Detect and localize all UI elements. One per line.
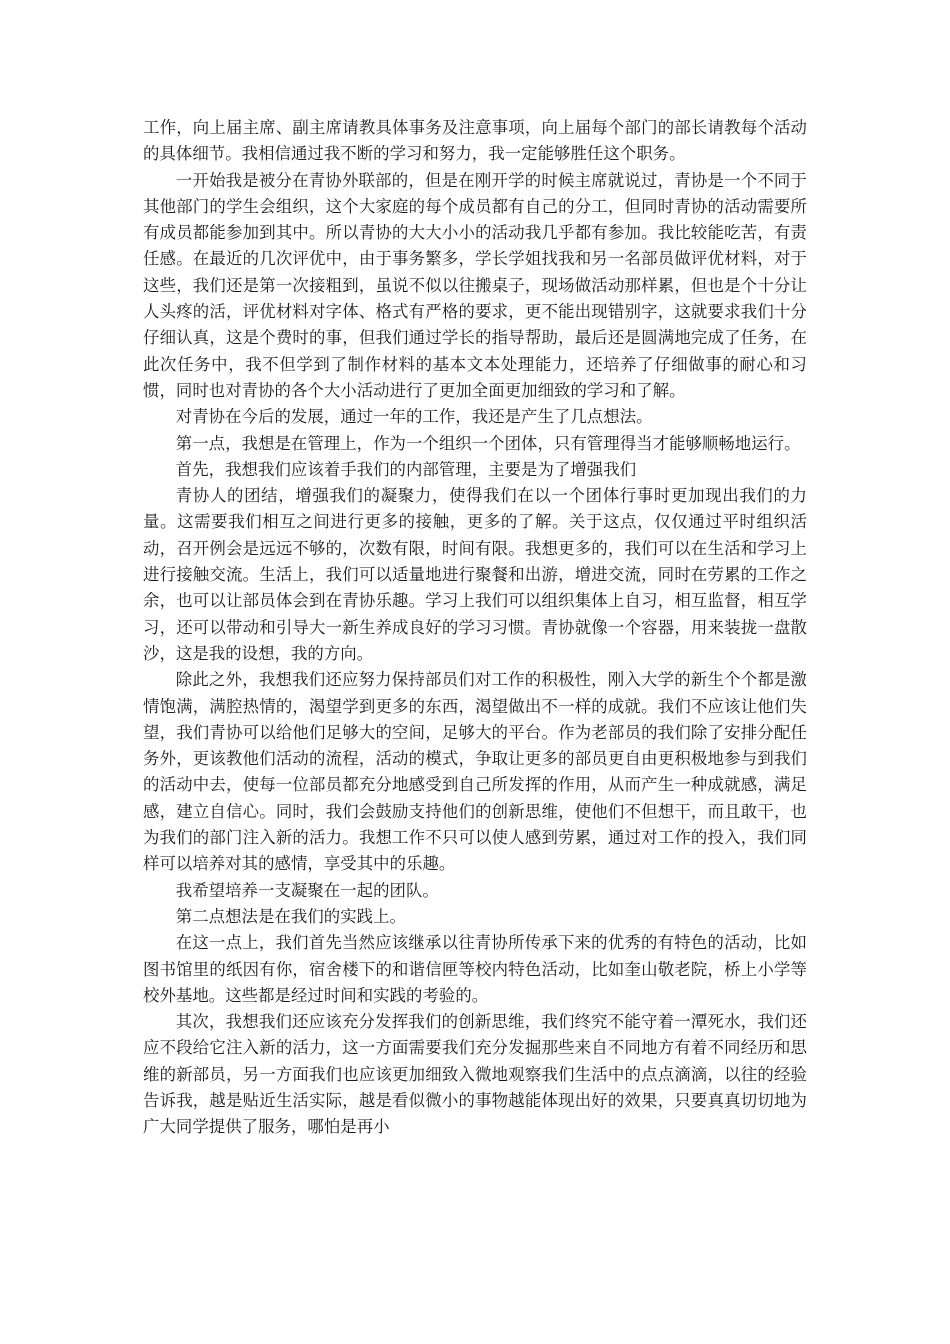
paragraph: 在这一点上，我们首先当然应该继承以往青协所传承下来的优秀的有特色的活动，比如图书馆里的纸因有你，宿舍楼下的和谐信匣等校内特色活动，比如奎山敬老院，桥上小学等校外基地。这些都是经过时间和实践的考验的。 [143,933,807,1005]
paragraph: 其次，我想我们还应该充分发挥我们的创新思维，我们终究不能守着一潭死水，我们还应不段给它注入新的活力，这一方面需要我们充分发掘那些来自不同地方有着不同经历和思维的新部员，另一方面我们也应该更加细致入微地观察我们生活中的点点滴滴，以往的经验告诉我，越是贴近生活实际，越是看似微小的事物越能体现出好的效果，只要真真切切地为广大同学提供了服务，哪怕是再小 [143,1012,807,1137]
paragraph: 除此之外，我想我们还应努力保持部员们对工作的积极性，刚入大学的新生个个都是激情饱满，满腔热情的，渴望学到更多的东西，渴望做出不一样的成就。我们不应该让他们失望，我们青协可以给他们足够大的空间，足够大的平台。作为老部员的我们除了安排分配任务外，更该教他们活动的流程，活动的模式，争取让更多的部员更自由更积极地参与到我们的活动中去，使每一位部员都充分地感受到自己所发挥的作用，从而产生一种成就感，满足感，建立自信心。同时，我们会鼓励支持他们的创新思维，使他们不但想干，而且敢干，也为我们的部门注入新的活力。我想工作不只可以使人感到劳累，通过对工作的投入，我们同样可以培养对其的感情，享受其中的乐趣。 [143,670,807,874]
paragraph: 第一点，我想是在管理上，作为一个组织一个团体，只有管理得当才能够顺畅地运行。 [175,433,801,453]
paragraph: 第二点想法是在我们的实践上。 [175,906,406,926]
paragraph: 一开始我是被分在青协外联部的，但是在刚开学的时候主席就说过，青协是一个不同于其他部门的学生会组织，这个大家庭的每个成员都有自己的分工，但同时青协的活动需要所有成员都能参加到其中。所以青协的大大小小的活动我几乎都有参加。我比较能吃苦，有责任感。在最近的几次评优中，由于事务繁多，学长学姐找我和另一名部员做评优材料，对于这些，我们还是第一次接粗到，虽说不似以往搬桌子，现场做活动那样累，但也是个十分让人头疼的活，评优材料对字体、格式有严格的要求，更不能出现错别字，这就要求我们十分仔细认真，这是个费时的事，但我们通过学长的指导帮助，最后还是圆满地完成了任务，在此次任务中，我不但学到了制作材料的基本文本处理能力，还培养了仔细做事的耐心和习惯，同时也对青协的各个大小活动进行了更加全面更加细致的学习和了解。 [143,170,807,400]
paragraph: 首先，我想我们应该着手我们的内部管理，主要是为了增强我们 [175,459,637,479]
paragraph: 对青协在今后的发展，通过一年的工作，我还是产生了几点想法。 [175,407,653,427]
paragraph: 工作，向上届主席、副主席请教具体事务及注意事项，向上届每个部门的部长请教每个活动的具体细节。我相信通过我不断的学习和努力，我一定能够胜任这个职务。 [143,118,807,164]
paragraph: 我希望培养一支凝聚在一起的团队。 [175,880,439,900]
document-body [143,115,807,1141]
paragraph: 青协人的团结，增强我们的凝聚力，使得我们在以一个团体行事时更加现出我们的力量。这需要我们相互之间进行更多的接触，更多的了解。关于这点，仅仅通过平时组织活动，召开例会是远远不够的，次数有限，时间有限。我想更多的，我们可以在生活和学习上进行接触交流。生活上，我们可以适量地进行聚餐和出游，增进交流，同时在劳累的工作之余，也可以让部员体会到在青协乐趣。学习上我们可以组织集体上自习，相互监督，相互学习，还可以带动和引导大一新生养成良好的学习习惯。青协就像一个容器，用来装拢一盘散沙，这是我的设想，我的方向。 [143,486,807,663]
